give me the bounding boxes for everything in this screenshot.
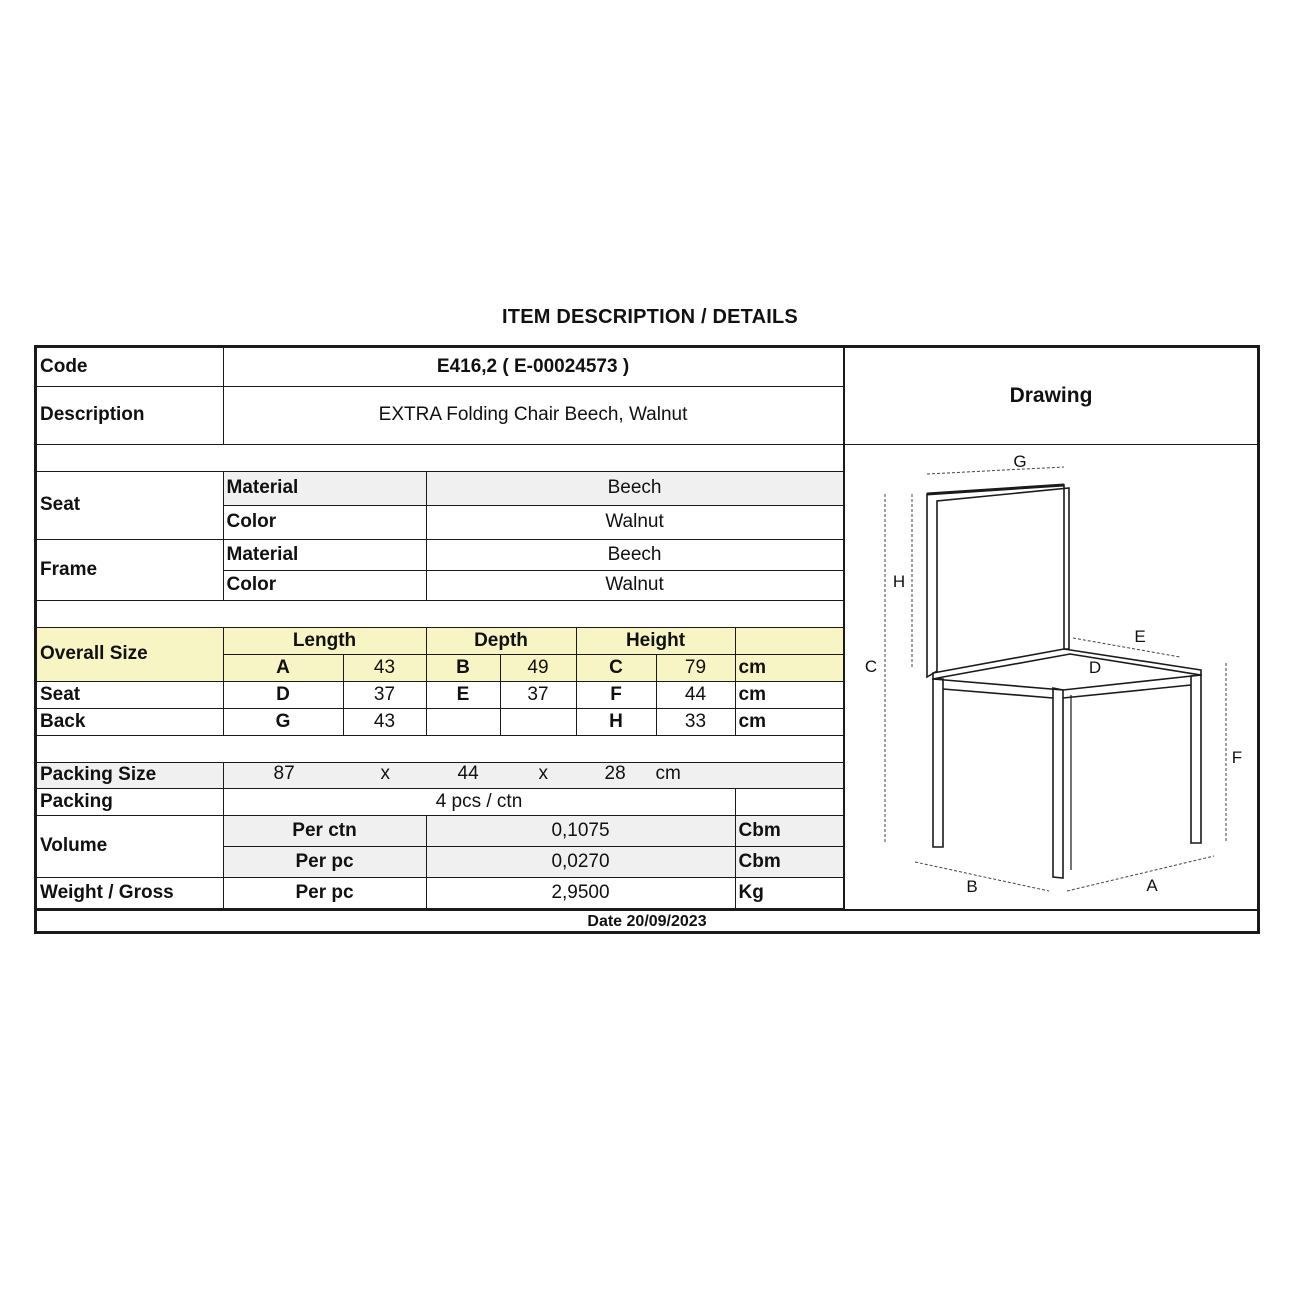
dim-label-b: B bbox=[966, 877, 978, 896]
spec-sheet bbox=[34, 345, 1260, 934]
back-length-key: G bbox=[223, 708, 343, 735]
chair-seat bbox=[933, 649, 1201, 679]
overall-unit: cm bbox=[735, 654, 843, 681]
packing-x-1: x bbox=[380, 763, 390, 784]
packing-unit: cm bbox=[655, 763, 681, 784]
packing-height: 28 bbox=[604, 763, 626, 784]
depth-header: Depth bbox=[426, 627, 576, 654]
back-unit: cm bbox=[735, 708, 843, 735]
volume-per-pc-unit: Cbm bbox=[735, 846, 843, 877]
seat-material-value: Beech bbox=[426, 471, 843, 505]
spacer-row bbox=[37, 735, 843, 762]
overall-size-label: Overall Size bbox=[37, 627, 223, 681]
seat-material-row bbox=[37, 471, 843, 505]
weight-unit: Kg bbox=[735, 877, 843, 908]
volume-per-ctn-label: Per ctn bbox=[223, 815, 426, 846]
footer-divider bbox=[37, 909, 1257, 911]
document-title: ITEM DESCRIPTION / DETAILS bbox=[502, 306, 798, 328]
seat-length-value: 37 bbox=[343, 681, 426, 708]
description-label: Description bbox=[37, 386, 223, 444]
dim-label-e: E bbox=[1134, 627, 1146, 646]
packing-label: Packing bbox=[37, 788, 223, 815]
overall-depth-value: 49 bbox=[500, 654, 576, 681]
overall-depth-key: B bbox=[426, 654, 500, 681]
description-row bbox=[37, 386, 843, 444]
dim-label-a: A bbox=[1146, 876, 1158, 895]
frame-color-label: Color bbox=[223, 570, 426, 600]
packing-length: 87 bbox=[273, 763, 295, 784]
back-length-value: 43 bbox=[343, 708, 426, 735]
seat-color-value: Walnut bbox=[426, 505, 843, 539]
packing-x-2: x bbox=[538, 763, 548, 784]
code-row bbox=[37, 348, 843, 386]
volume-per-pc-value: 0,0270 bbox=[426, 846, 735, 877]
spec-table bbox=[37, 348, 844, 909]
height-header: Height bbox=[576, 627, 735, 654]
seat-height-key: F bbox=[576, 681, 656, 708]
chair-leg-front-left bbox=[933, 679, 943, 847]
volume-ctn-row bbox=[37, 815, 843, 846]
frame-material-row bbox=[37, 539, 843, 570]
dim-label-h: H bbox=[892, 572, 906, 591]
volume-per-pc-label: Per pc bbox=[223, 846, 426, 877]
overall-length-key: A bbox=[223, 654, 343, 681]
spacer-row bbox=[37, 444, 843, 471]
chair-outline bbox=[927, 485, 1201, 878]
dim-label-c: C bbox=[864, 657, 878, 676]
frame-label: Frame bbox=[37, 539, 223, 600]
drawing-title: Drawing bbox=[1009, 384, 1093, 407]
volume-label: Volume bbox=[37, 815, 223, 877]
back-height-key: H bbox=[576, 708, 656, 735]
back-size-row bbox=[37, 708, 843, 735]
footer-date: Date 20/09/2023 bbox=[587, 913, 707, 930]
code-label: Code bbox=[37, 348, 223, 386]
seat-height-value: 44 bbox=[656, 681, 735, 708]
weight-per-label: Per pc bbox=[223, 877, 426, 908]
weight-label: Weight / Gross bbox=[37, 877, 223, 908]
volume-per-ctn-unit: Cbm bbox=[735, 815, 843, 846]
seat-size-label: Seat bbox=[37, 681, 223, 708]
dim-label-g: G bbox=[1013, 452, 1027, 471]
overall-height-key: C bbox=[576, 654, 656, 681]
chair-drawing bbox=[845, 445, 1260, 909]
seat-depth-key: E bbox=[426, 681, 500, 708]
code-value: E416,2 ( E-00024573 ) bbox=[223, 348, 843, 386]
length-header: Length bbox=[223, 627, 426, 654]
seat-unit: cm bbox=[735, 681, 843, 708]
back-height-value: 33 bbox=[656, 708, 735, 735]
seat-length-key: D bbox=[223, 681, 343, 708]
chair-leg-front-right bbox=[1053, 688, 1063, 878]
packing-size-label: Packing Size bbox=[37, 762, 223, 788]
spacer-row bbox=[37, 600, 843, 627]
seat-size-row bbox=[37, 681, 843, 708]
seat-depth-value: 37 bbox=[500, 681, 576, 708]
chair-backrest bbox=[927, 485, 1069, 677]
chair-leg-back-right bbox=[1191, 675, 1201, 843]
size-header-row bbox=[37, 627, 843, 654]
seat-material-label: Material bbox=[223, 471, 426, 505]
packing-size-row bbox=[37, 762, 843, 788]
weight-value: 2,9500 bbox=[426, 877, 735, 908]
packing-width: 44 bbox=[457, 763, 479, 784]
overall-height-value: 79 bbox=[656, 654, 735, 681]
packing-row bbox=[37, 788, 843, 815]
back-size-label: Back bbox=[37, 708, 223, 735]
description-value: EXTRA Folding Chair Beech, Walnut bbox=[223, 386, 843, 444]
dim-label-d: D bbox=[1088, 658, 1102, 677]
seat-label: Seat bbox=[37, 471, 223, 539]
frame-material-label: Material bbox=[223, 539, 426, 570]
seat-color-label: Color bbox=[223, 505, 426, 539]
dim-label-f: F bbox=[1231, 748, 1243, 767]
volume-per-ctn-value: 0,1075 bbox=[426, 815, 735, 846]
overall-length-value: 43 bbox=[343, 654, 426, 681]
frame-material-value: Beech bbox=[426, 539, 843, 570]
weight-row bbox=[37, 877, 843, 908]
frame-color-value: Walnut bbox=[426, 570, 843, 600]
packing-value: 4 pcs / ctn bbox=[223, 788, 735, 815]
